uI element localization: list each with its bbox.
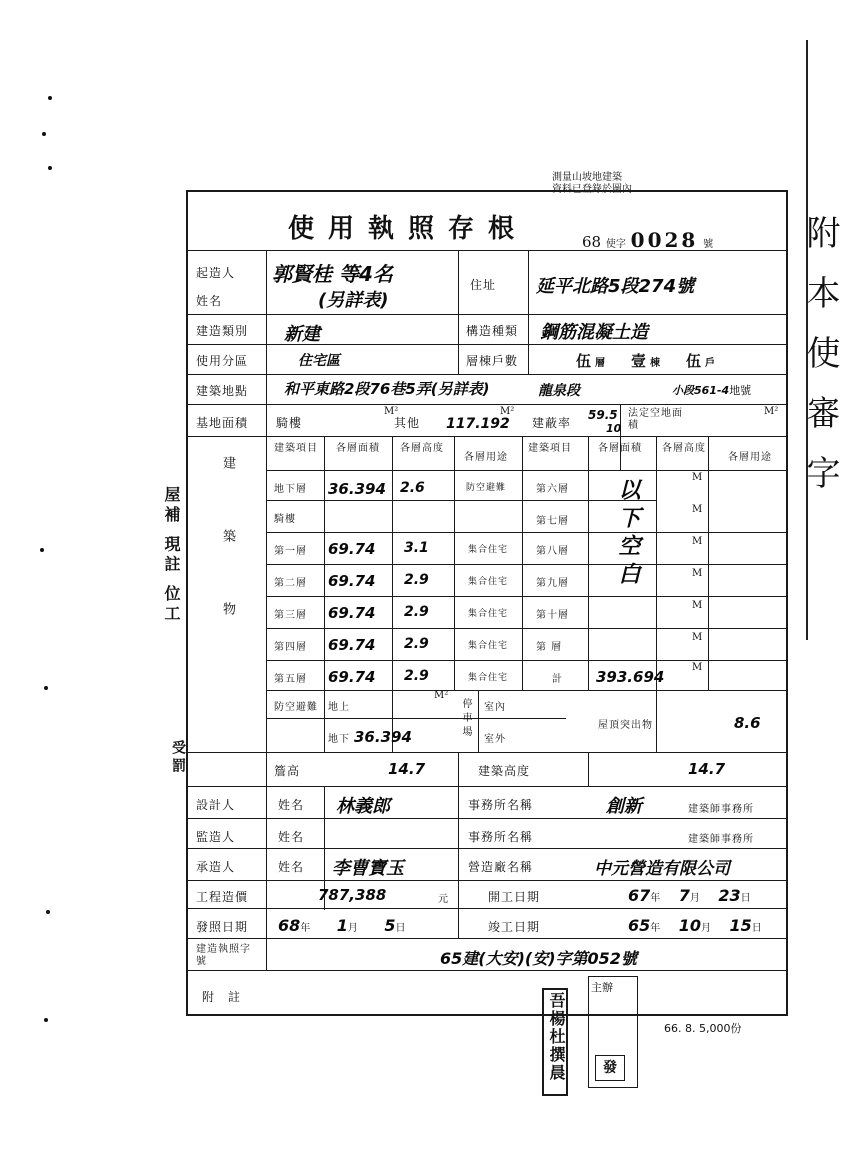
label-above: 地上 bbox=[328, 702, 350, 713]
label-firm: 營造廠名稱 bbox=[468, 860, 534, 874]
label-total: 計 bbox=[552, 674, 563, 685]
day-label: 日 bbox=[751, 923, 762, 934]
right-char-1: 附 bbox=[800, 215, 840, 275]
issue-date bbox=[278, 916, 405, 935]
number-prefix: 68 bbox=[582, 233, 602, 251]
start-year: 67 bbox=[628, 886, 651, 905]
label-category: 建造類別 bbox=[196, 324, 249, 338]
scan-speck bbox=[42, 132, 46, 136]
day-label: 日 bbox=[395, 923, 406, 934]
f3-use: 集合住宅 bbox=[468, 609, 509, 619]
label-builder: 起造人 bbox=[196, 266, 236, 280]
label-bldg-height: 建築高度 bbox=[478, 764, 531, 778]
label-f6: 第六層 bbox=[536, 484, 569, 495]
year-label: 年 bbox=[650, 893, 661, 904]
seal-small-text: 主辦 bbox=[591, 981, 613, 994]
site-value: 和平東路2段76巷5弄(另詳表) bbox=[284, 380, 490, 398]
finish-month: 10 bbox=[678, 916, 701, 935]
f2-use: 集合住宅 bbox=[468, 577, 509, 587]
label-bldg-item-2: 建築項目 bbox=[528, 443, 572, 454]
top-stamp-line2: 資料已登錄於圖內 bbox=[552, 184, 632, 195]
right-char-5: 字 bbox=[800, 455, 840, 515]
label-below: 地下 bbox=[328, 734, 350, 745]
issue-year: 68 bbox=[278, 916, 301, 935]
f5-height: 2.9 bbox=[404, 668, 429, 684]
floors-count: 伍 bbox=[576, 352, 592, 370]
permit-form bbox=[186, 190, 788, 1016]
f5-use: 集合住宅 bbox=[468, 673, 509, 683]
unit-m: M bbox=[692, 504, 703, 515]
label-f10: 第十層 bbox=[536, 610, 569, 621]
floors-value: 伍層 壹 棟 伍 戶 bbox=[576, 352, 716, 370]
label-f7: 第七層 bbox=[536, 516, 569, 527]
issue-month: 1 bbox=[336, 916, 348, 935]
top-stamp-line1: 測量山坡地建築 bbox=[552, 172, 622, 183]
category-value: 新建 bbox=[284, 324, 320, 345]
scan-speck bbox=[40, 548, 44, 552]
permit-no-value: 65建(大安)(安)字第052號 bbox=[440, 949, 637, 968]
label-start: 開工日期 bbox=[488, 890, 541, 904]
builder-address: 延平北路5段274號 bbox=[536, 276, 695, 297]
label-f4: 第四層 bbox=[274, 642, 307, 653]
label-building: 建築物 bbox=[220, 456, 235, 675]
label-issue: 發照日期 bbox=[196, 920, 249, 934]
f2-area: 69.74 bbox=[328, 572, 376, 590]
label-site-location: 建築地點 bbox=[196, 384, 249, 398]
label-f2: 第二層 bbox=[274, 578, 307, 589]
label-arcade-floor: 騎樓 bbox=[274, 514, 296, 525]
left-note-1: 屋補 bbox=[162, 486, 181, 526]
designer-name: 林義郎 bbox=[336, 796, 390, 817]
left-margin-note-2: 受罰 bbox=[170, 740, 186, 776]
roof-height: 8.6 bbox=[734, 714, 761, 732]
unit-m: M bbox=[692, 632, 703, 643]
number-suffix: 號 bbox=[703, 239, 714, 250]
unit-m: M bbox=[692, 568, 703, 579]
label-fn: 第 層 bbox=[536, 642, 563, 653]
label-arch-office: 建築師事務所 bbox=[688, 804, 754, 815]
scan-speck bbox=[44, 1018, 48, 1022]
basement-use: 防空避難 bbox=[466, 483, 507, 493]
label-remarks: 附註 bbox=[202, 990, 255, 1004]
left-margin-note bbox=[160, 486, 183, 625]
basement-area: 36.394 bbox=[328, 480, 386, 498]
unit-m2: M² bbox=[434, 690, 449, 701]
unit-m: M bbox=[692, 536, 703, 547]
unit-m: M bbox=[692, 600, 703, 611]
label-legal-open: 法定空地面積 bbox=[628, 408, 683, 431]
label-contractor: 承造人 bbox=[196, 860, 236, 874]
builder-name: 郭賢桂 等4名 bbox=[272, 262, 393, 286]
year-label: 年 bbox=[650, 923, 661, 934]
start-day: 23 bbox=[718, 886, 741, 905]
label-name: 姓名 bbox=[196, 294, 223, 308]
label-bldg-item: 建築項目 bbox=[274, 443, 318, 454]
f1-height: 3.1 bbox=[404, 540, 429, 556]
lot-value bbox=[672, 382, 751, 398]
right-char-4: 審 bbox=[800, 395, 840, 455]
left-note-3: 位工 bbox=[162, 585, 181, 626]
scan-speck bbox=[48, 96, 52, 100]
label-floor-area: 各層面積 bbox=[336, 443, 380, 454]
upper-floors-blank-note: 以下空白 bbox=[615, 478, 640, 590]
form-print-run: 66. 8. 5,000份 bbox=[664, 1022, 742, 1035]
label-supervisor: 監造人 bbox=[196, 830, 236, 844]
year-label: 年 bbox=[300, 923, 311, 934]
label-supervisor-name: 姓名 bbox=[278, 830, 305, 844]
label-arch-office-2: 建築師事務所 bbox=[688, 834, 754, 845]
unit-m: M bbox=[692, 662, 703, 673]
label-parking: 停車場 bbox=[460, 698, 471, 740]
label-f9: 第九層 bbox=[536, 578, 569, 589]
f4-height: 2.9 bbox=[404, 636, 429, 652]
label-floor-height-2: 各層高度 bbox=[662, 443, 706, 454]
f3-area: 69.74 bbox=[328, 604, 376, 622]
label-designer: 設計人 bbox=[196, 798, 236, 812]
shelter-below-area: 36.394 bbox=[354, 728, 412, 746]
start-month: 7 bbox=[678, 886, 690, 905]
label-office: 事務所名稱 bbox=[468, 798, 534, 812]
seal-box bbox=[588, 976, 638, 1088]
label-floors-units: 層棟戶數 bbox=[466, 354, 519, 368]
basement-height: 2.6 bbox=[400, 480, 425, 496]
lot-suffix: 地號 bbox=[729, 384, 752, 397]
month-label: 月 bbox=[347, 923, 358, 934]
total-area: 393.694 bbox=[596, 668, 665, 686]
form-title: 使用執照存根 bbox=[288, 214, 529, 244]
unit-m: M bbox=[692, 472, 703, 483]
label-permit-no: 建造執照字號 bbox=[196, 944, 251, 967]
label-coverage: 建蔽率 bbox=[532, 416, 572, 430]
label-site-area: 基地面積 bbox=[196, 416, 249, 430]
start-date bbox=[628, 886, 751, 905]
site-section: 龍泉段 bbox=[538, 383, 580, 399]
coverage-den: 10 bbox=[606, 422, 622, 435]
number-mid: 使字 bbox=[605, 239, 626, 250]
f4-area: 69.74 bbox=[328, 636, 376, 654]
builder-name-note: (另詳表) bbox=[318, 290, 389, 311]
label-floor-use-2: 各層用途 bbox=[728, 452, 772, 463]
unit-m2: M² bbox=[764, 406, 779, 417]
label-contractor-name: 姓名 bbox=[278, 860, 305, 874]
label-f5: 第五層 bbox=[274, 674, 307, 685]
designer-office: 創新 bbox=[606, 796, 642, 817]
permit-number-block bbox=[582, 228, 713, 252]
label-office-2: 事務所名稱 bbox=[468, 830, 534, 844]
units-count: 伍 bbox=[686, 352, 702, 370]
unit-m2: M² bbox=[384, 406, 399, 417]
label-floor-area-2: 各層面積 bbox=[598, 443, 642, 454]
issue-day: 5 bbox=[384, 916, 396, 935]
scan-speck bbox=[44, 686, 48, 690]
seal-bottom-stamp: 發 bbox=[595, 1055, 625, 1081]
month-label: 月 bbox=[700, 923, 711, 934]
firm-name: 中元營造有限公司 bbox=[594, 859, 730, 879]
label-floor-height: 各層高度 bbox=[400, 443, 444, 454]
finish-day: 15 bbox=[729, 916, 752, 935]
month-label: 月 bbox=[689, 893, 700, 904]
f3-height: 2.9 bbox=[404, 604, 429, 620]
site-area-value: 117.192 bbox=[446, 416, 510, 432]
right-char-2: 本 bbox=[800, 275, 840, 335]
lot-number: 小段561-4 bbox=[672, 384, 730, 397]
label-finish: 竣工日期 bbox=[488, 920, 541, 934]
finish-date bbox=[628, 916, 762, 935]
structure-value: 鋼筋混凝土造 bbox=[540, 322, 648, 343]
scan-speck bbox=[48, 166, 52, 170]
scan-speck bbox=[46, 910, 50, 914]
finish-year: 65 bbox=[628, 916, 651, 935]
coverage-num: 59.5 bbox=[588, 408, 618, 422]
seal-vertical bbox=[542, 988, 568, 1096]
unit-yuan: 元 bbox=[438, 894, 449, 905]
label-roof: 屋頂突出物 bbox=[598, 720, 653, 731]
zoning-value: 住宅區 bbox=[298, 353, 340, 369]
f2-height: 2.9 bbox=[404, 572, 429, 588]
label-structure: 構造種類 bbox=[466, 324, 519, 338]
f1-use: 集合住宅 bbox=[468, 545, 509, 555]
label-indoor: 室內 bbox=[484, 702, 506, 713]
label-f1: 第一層 bbox=[274, 546, 307, 557]
right-margin-chars bbox=[796, 215, 845, 515]
buildings-count: 壹 bbox=[631, 352, 647, 370]
contractor-name: 李曹寶玉 bbox=[332, 858, 404, 879]
label-arcade: 騎樓 bbox=[276, 416, 303, 430]
label-f3: 第三層 bbox=[274, 610, 307, 621]
day-label: 日 bbox=[740, 893, 751, 904]
left-note-2: 現註 bbox=[162, 535, 181, 576]
f1-area: 69.74 bbox=[328, 540, 376, 558]
unit-m2: M² bbox=[500, 406, 515, 417]
eave-value: 14.7 bbox=[388, 760, 426, 778]
right-char-3: 使 bbox=[800, 335, 840, 395]
label-eave: 簷高 bbox=[274, 764, 301, 778]
bldg-height-value: 14.7 bbox=[688, 760, 726, 778]
label-cost: 工程造價 bbox=[196, 890, 249, 904]
label-outdoor: 室外 bbox=[484, 734, 506, 745]
label-address: 住址 bbox=[470, 278, 497, 292]
label-designer-name: 姓名 bbox=[278, 798, 305, 812]
label-zoning: 使用分區 bbox=[196, 354, 249, 368]
label-floor-use: 各層用途 bbox=[464, 452, 508, 463]
cost-value: 787,388 bbox=[318, 886, 387, 904]
seal-chars: 吾楊杜撰晨 bbox=[547, 992, 566, 1082]
label-other: 其他 bbox=[394, 416, 421, 430]
permit-number: 0028 bbox=[630, 228, 699, 252]
f4-use: 集合住宅 bbox=[468, 641, 509, 651]
label-f8: 第八層 bbox=[536, 546, 569, 557]
label-basement: 地下層 bbox=[274, 484, 307, 495]
f5-area: 69.74 bbox=[328, 668, 376, 686]
label-civil-defense: 防空避難 bbox=[274, 702, 318, 713]
